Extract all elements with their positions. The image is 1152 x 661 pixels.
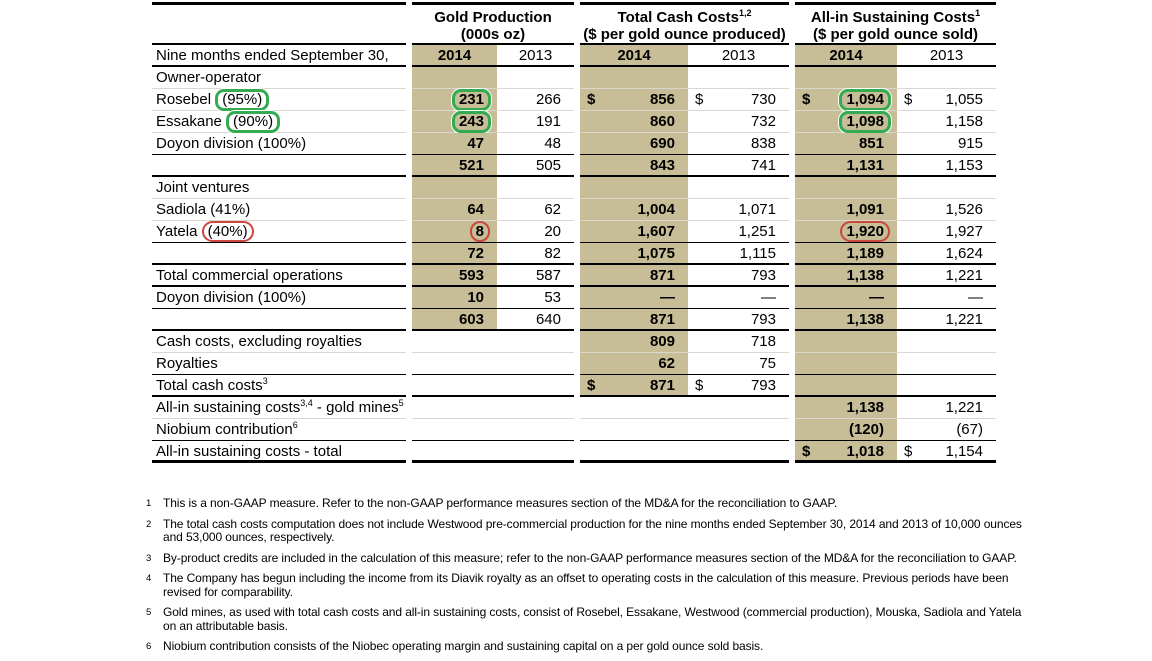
- footnote: [146, 518, 1024, 545]
- value-cell: [580, 397, 688, 419]
- value-cell: [412, 331, 497, 353]
- value-cell: [497, 353, 574, 375]
- year-header-2013: 2013: [897, 45, 996, 67]
- row-label: Royalties: [152, 353, 406, 375]
- value-cell: [688, 177, 789, 199]
- table-row: [152, 199, 996, 221]
- value-cell: [897, 67, 996, 89]
- value-cell: [795, 67, 897, 89]
- value-cell: 505: [497, 155, 574, 177]
- value-cell: [688, 397, 789, 419]
- table-row: [152, 89, 996, 111]
- row-label: All-in sustaining costs - total: [152, 441, 406, 463]
- value-cell: [795, 111, 897, 133]
- currency-symbol: $: [904, 91, 913, 108]
- value-cell: 793: [688, 309, 789, 331]
- value-cell: 1,131: [795, 155, 897, 177]
- value-cell: 1,607: [580, 221, 688, 243]
- footnote-number: 3: [146, 552, 152, 564]
- value-cell: [795, 353, 897, 375]
- value-cell: —: [580, 287, 688, 309]
- value-cell: [580, 419, 688, 441]
- value-cell: [580, 67, 688, 89]
- value-cell: 640: [497, 309, 574, 331]
- footnote: [146, 606, 1024, 633]
- green-circle-annotation: (95%): [215, 89, 269, 111]
- row-label: Total commercial operations: [152, 265, 406, 287]
- green-circle-annotation: (90%): [226, 111, 280, 133]
- value-cell: 1,071: [688, 199, 789, 221]
- value-cell: 191: [497, 111, 574, 133]
- value-cell: 10: [412, 287, 497, 309]
- table-row: [152, 375, 996, 397]
- value-cell: 1,153: [897, 155, 996, 177]
- row-label: Essakane (90%): [152, 111, 406, 133]
- row-label: Doyon division (100%): [152, 133, 406, 155]
- year-header-2013: 2013: [497, 45, 574, 67]
- currency-symbol: $: [802, 443, 811, 460]
- row-label: Joint ventures: [152, 177, 406, 199]
- table-row: [152, 111, 996, 133]
- value-cell: 64: [412, 199, 497, 221]
- year-header-2014: 2014: [795, 45, 897, 67]
- value-cell: 809: [580, 331, 688, 353]
- group-title: Gold Production: [434, 9, 552, 26]
- row-label: Niobium contribution$^6$: [152, 419, 406, 441]
- value-cell: 732: [688, 111, 789, 133]
- table-row: [152, 397, 996, 419]
- row-label: All-in sustaining costs$^{3,4}$ - gold mines$^5$: [152, 397, 406, 419]
- value-cell: 48: [497, 133, 574, 155]
- table-row: [152, 309, 996, 331]
- value-cell: $ 1,055: [897, 89, 996, 111]
- group-header-spacer: [152, 2, 406, 45]
- green-circle-annotation: 1,098: [839, 111, 891, 133]
- group-header-gold-production: [412, 2, 574, 45]
- table-group-header: [152, 2, 996, 45]
- value-cell: [412, 397, 497, 419]
- group-title: All-in Sustaining Costs$^1$: [810, 8, 981, 26]
- value-cell: 1,927: [897, 221, 996, 243]
- group-subtitle: ($ per gold ounce sold): [812, 26, 978, 43]
- value-cell: 62: [497, 199, 574, 221]
- group-subtitle: (000s oz): [460, 26, 526, 43]
- footnote-text: This is a non-GAAP measure. Refer to the non-GAAP performance measures section of the MD&A for the reconciliation to GAAP.: [163, 496, 838, 510]
- row-label: Doyon division (100%): [152, 287, 406, 309]
- value-cell: 62: [580, 353, 688, 375]
- value-cell: 1,624: [897, 243, 996, 265]
- value-cell: [497, 419, 574, 441]
- value-cell: 1,526: [897, 199, 996, 221]
- value-cell: [897, 375, 996, 397]
- group-subtitle: ($ per gold ounce produced): [583, 26, 786, 43]
- value-cell: [412, 111, 497, 133]
- value-cell: 521: [412, 155, 497, 177]
- value-cell: [795, 331, 897, 353]
- value-cell: 1,138: [795, 265, 897, 287]
- value-cell: [412, 375, 497, 397]
- value-cell: (67): [897, 419, 996, 441]
- footnote-number: 2: [146, 518, 152, 530]
- footnote-number: 6: [146, 641, 152, 652]
- currency-symbol: $: [587, 377, 596, 394]
- footnote-number: 1: [146, 498, 152, 509]
- value-cell: [688, 419, 789, 441]
- table-row: [152, 419, 996, 441]
- table-row: [152, 353, 996, 375]
- value-cell: 1,189: [795, 243, 897, 265]
- footnote: [146, 572, 1024, 599]
- row-label: [152, 309, 406, 331]
- value-cell: 20: [497, 221, 574, 243]
- value-cell: [795, 89, 897, 111]
- value-cell: $ 1,018: [795, 441, 897, 463]
- footnote-text: The total cash costs computation does not include Westwood pre-commercial production for the nine months ended September 30, 2014 and 2013 of 10,000 ounces and 53,000 ounces, respectively.: [163, 516, 1022, 544]
- value-cell: [412, 221, 497, 243]
- value-cell: 793: [688, 265, 789, 287]
- value-cell: [497, 397, 574, 419]
- value-cell: 843: [580, 155, 688, 177]
- value-cell: 1,221: [897, 265, 996, 287]
- value-cell: 72: [412, 243, 497, 265]
- row-label: [152, 243, 406, 265]
- year-header-2014: 2014: [580, 45, 688, 67]
- value-cell: [580, 441, 688, 463]
- value-cell: [497, 177, 574, 199]
- value-cell: [412, 353, 497, 375]
- value-cell: —: [795, 287, 897, 309]
- currency-symbol: $: [587, 91, 596, 108]
- table-row: [152, 177, 996, 199]
- table-row: [152, 133, 996, 155]
- red-circle-annotation: 1,920: [840, 221, 890, 242]
- value-cell: 838: [688, 133, 789, 155]
- value-cell: 1,251: [688, 221, 789, 243]
- value-cell: [897, 353, 996, 375]
- value-cell: [688, 441, 789, 463]
- value-cell: 860: [580, 111, 688, 133]
- value-cell: (120): [795, 419, 897, 441]
- value-cell: [497, 375, 574, 397]
- value-cell: [897, 331, 996, 353]
- value-cell: 53: [497, 287, 574, 309]
- footnote-text: The Company has begun including the income from its Diavik royalty as an offset to operating costs in the calculation of this measure. Previous periods have been revised for comparability.: [163, 571, 1009, 599]
- table-row: [152, 243, 996, 265]
- value-cell: [897, 177, 996, 199]
- value-cell: 75: [688, 353, 789, 375]
- footnotes: [146, 497, 1024, 661]
- currency-symbol: $: [695, 91, 704, 108]
- group-header-all-in-sustaining-costs: [795, 2, 996, 45]
- value-cell: [412, 441, 497, 463]
- table-row: [152, 155, 996, 177]
- group-title: Total Cash Costs$^{1,2}$: [617, 8, 752, 26]
- footnote-text: Gold mines, as used with total cash costs and all-in sustaining costs, consist of Rosebel, Essakane, Westwood (commercial production), Mouska, Sadiola and Yatela on an attributable basis.: [163, 605, 1022, 633]
- value-cell: 690: [580, 133, 688, 155]
- footnote-text: Niobium contribution consists of the Niobec operating margin and sustaining capital on a per gold ounce sold basis.: [163, 639, 764, 653]
- value-cell: 915: [897, 133, 996, 155]
- costs-production-table: [152, 2, 996, 463]
- row-label: Cash costs, excluding royalties: [152, 331, 406, 353]
- value-cell: [795, 221, 897, 243]
- row-label: [152, 155, 406, 177]
- table-row: [152, 287, 996, 309]
- value-cell: 1,004: [580, 199, 688, 221]
- row-label: Owner-operator: [152, 67, 406, 89]
- currency-symbol: $: [695, 377, 704, 394]
- value-cell: 1,115: [688, 243, 789, 265]
- footnote-number: 4: [146, 573, 152, 584]
- value-cell: 851: [795, 133, 897, 155]
- green-circle-annotation: 231: [452, 89, 491, 111]
- value-cell: 1,075: [580, 243, 688, 265]
- footnote: [146, 640, 1024, 654]
- value-cell: [795, 177, 897, 199]
- value-cell: [412, 89, 497, 111]
- value-cell: 871: [580, 265, 688, 287]
- value-cell: [412, 419, 497, 441]
- value-cell: 1,221: [897, 397, 996, 419]
- value-cell: $ 871: [580, 375, 688, 397]
- value-cell: [412, 177, 497, 199]
- row-label: Sadiola (41%): [152, 199, 406, 221]
- value-cell: 603: [412, 309, 497, 331]
- value-cell: 1,138: [795, 309, 897, 331]
- table-row: [152, 265, 996, 287]
- value-cell: 871: [580, 309, 688, 331]
- currency-symbol: $: [904, 443, 913, 460]
- value-cell: [688, 67, 789, 89]
- table-row: [152, 441, 996, 463]
- footnote-number: 5: [146, 607, 152, 618]
- value-cell: 718: [688, 331, 789, 353]
- table-body: [152, 67, 996, 463]
- value-cell: $ 856: [580, 89, 688, 111]
- value-cell: 1,138: [795, 397, 897, 419]
- value-cell: $ 1,154: [897, 441, 996, 463]
- value-cell: $ 730: [688, 89, 789, 111]
- green-circle-annotation: 243: [452, 111, 491, 133]
- row-label: Yatela (40%): [152, 221, 406, 243]
- value-cell: [580, 177, 688, 199]
- year-header-2014: 2014: [412, 45, 497, 67]
- table-row: [152, 221, 996, 243]
- period-label: Nine months ended September 30,: [152, 45, 406, 67]
- table-year-header: [152, 45, 996, 67]
- value-cell: 47: [412, 133, 497, 155]
- value-cell: 587: [497, 265, 574, 287]
- row-label: Total cash costs$^3$: [152, 375, 406, 397]
- value-cell: 1,221: [897, 309, 996, 331]
- value-cell: [795, 375, 897, 397]
- value-cell: —: [688, 287, 789, 309]
- row-label: Rosebel (95%): [152, 89, 406, 111]
- value-cell: [497, 331, 574, 353]
- red-circle-annotation: 8: [470, 221, 490, 242]
- table-row: [152, 331, 996, 353]
- value-cell: $ 793: [688, 375, 789, 397]
- red-circle-annotation: (40%): [202, 221, 254, 242]
- green-circle-annotation: 1,094: [839, 89, 891, 111]
- value-cell: 593: [412, 265, 497, 287]
- value-cell: [497, 67, 574, 89]
- footnote: [146, 552, 1024, 566]
- table-row: [152, 67, 996, 89]
- value-cell: 82: [497, 243, 574, 265]
- currency-symbol: $: [802, 91, 811, 108]
- footnote-text: By-product credits are included in the calculation of this measure; refer to the non-GAAP performance measures section of the MD&A for the reconciliation to GAAP.: [163, 550, 1017, 565]
- group-header-total-cash-costs: [580, 2, 789, 45]
- value-cell: [497, 441, 574, 463]
- value-cell: —: [897, 287, 996, 309]
- value-cell: 1,158: [897, 111, 996, 133]
- year-header-2013: 2013: [688, 45, 789, 67]
- value-cell: 266: [497, 89, 574, 111]
- footnote: [146, 497, 1024, 511]
- value-cell: 741: [688, 155, 789, 177]
- value-cell: 1,091: [795, 199, 897, 221]
- value-cell: [412, 67, 497, 89]
